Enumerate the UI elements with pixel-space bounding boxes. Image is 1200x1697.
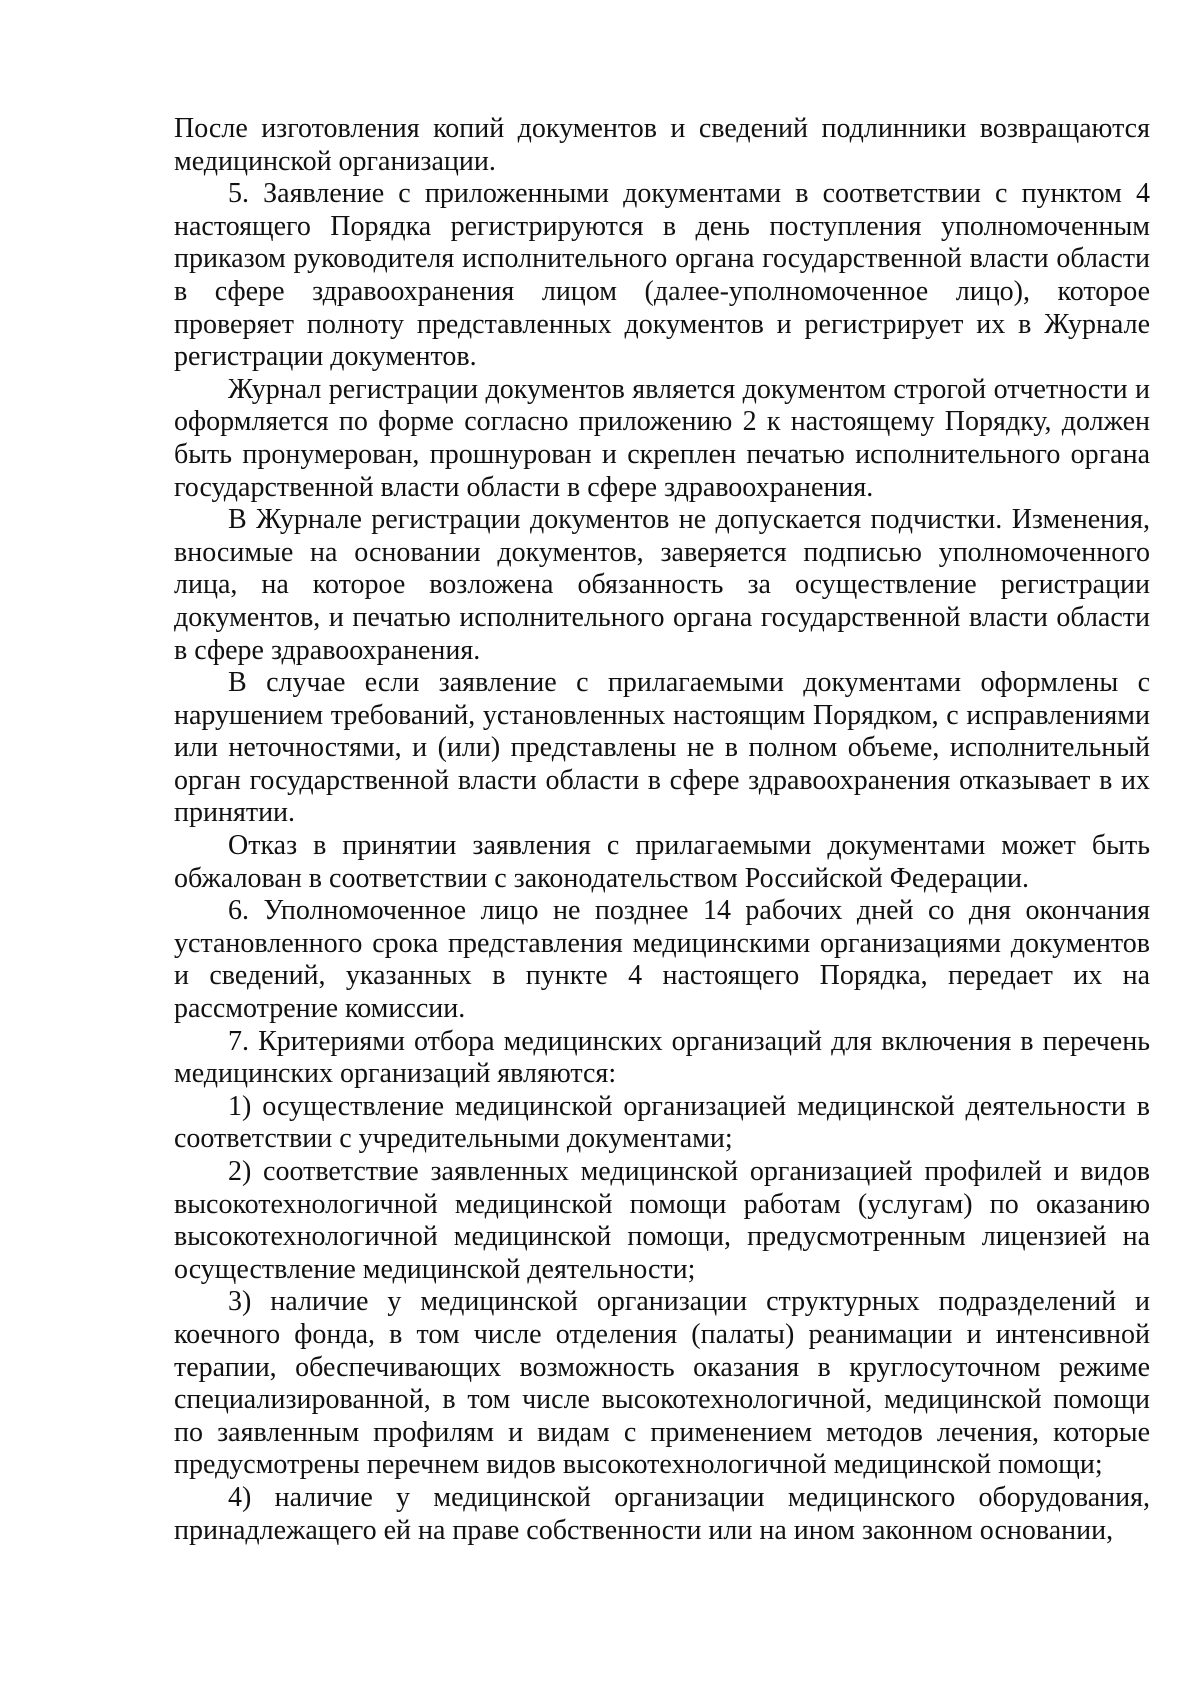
criterion-2: 2) соответствие заявленных медицинской организацией профилей и видов высокотехнологичной медицинской помощи работам (услугам) по оказанию высокотехнологичной медицинской помощи, предусмотренным лицензией на осуществление медицинской деятельности; — [174, 1156, 1150, 1285]
paragraph-journal-form: Журнал регистрации документов является документом строгой отчетности и оформляется по форме согласно приложению 2 к настоящему Порядку, должен быть пронумерован, прошнурован и скреплен печатью исполнительного органа государственной власти области в сфере здравоохранения. — [174, 373, 1150, 503]
paragraph-5-registration: 5. Заявление с приложенными документами в соответствии с пунктом 4 настоящего Порядка регистрируются в день поступления уполномоченным приказом руководителя исполнительного органа государственной власти области в сфере здравоохранения лицом (далее-уполномоченное лицо), которое проверяет полноту представленных документов и регистрирует их в Журнале регистрации документов. — [174, 178, 1150, 373]
criterion-1: 1) осуществление медицинской организацией медицинской деятельности в соответствии с учредительными документами; — [174, 1090, 1150, 1155]
criterion-4: 4) наличие у медицинской организации медицинского оборудования, принадлежащего ей на праве собственности или на ином законном основании, — [174, 1481, 1150, 1546]
paragraph-refusal-conditions: В случае если заявление с прилагаемыми документами оформлены с нарушением требований, установленных настоящим Порядком, с исправлениями или неточностями, и (или) представлены не в полном объеме, исполнительный орган государственной власти области в сфере здравоохранения отказывает в их принятии. — [174, 667, 1150, 829]
criterion-3: 3) наличие у медицинской организации структурных подразделений и коечного фонда, в том числе отделения (палаты) реанимации и интенсивной терапии, обеспечивающих возможность оказания в круглосуточном режиме специализированной, в том числе высокотехнологичной, медицинской помощи по заявленным профилям и видам с применением методов лечения, которые предусмотрены перечнем видов высокотехнологичной медицинской помощи; — [174, 1286, 1150, 1481]
paragraph-journal-corrections: В Журнале регистрации документов не допускается подчистки. Изменения, вносимые на основании документов, заверяется подписью уполномоченного лица, на которое возложена обязанность за осуществление регистрации документов, и печатью исполнительного органа государственной власти области в сфере здравоохранения. — [174, 504, 1150, 666]
paragraph-refusal-appeal: Отказ в принятии заявления с прилагаемыми документами может быть обжалован в соответствии с законодательством Российской Федерации. — [174, 830, 1150, 894]
paragraph-originals-returned: После изготовления копий документов и сведений подлинники возвращаются медицинской организации. — [174, 113, 1150, 177]
paragraph-7-criteria: 7. Критериями отбора медицинских организаций для включения в перечень медицинских организаций являются: — [174, 1025, 1150, 1090]
document-body — [174, 113, 1150, 1547]
paragraph-6-commission: 6. Уполномоченное лицо не позднее 14 рабочих дней со дня окончания установленного срока представления медицинскими организациями документов и сведений, указанных в пункте 4 настоящего Порядка, передает их на рассмотрение комиссии. — [174, 895, 1150, 1025]
